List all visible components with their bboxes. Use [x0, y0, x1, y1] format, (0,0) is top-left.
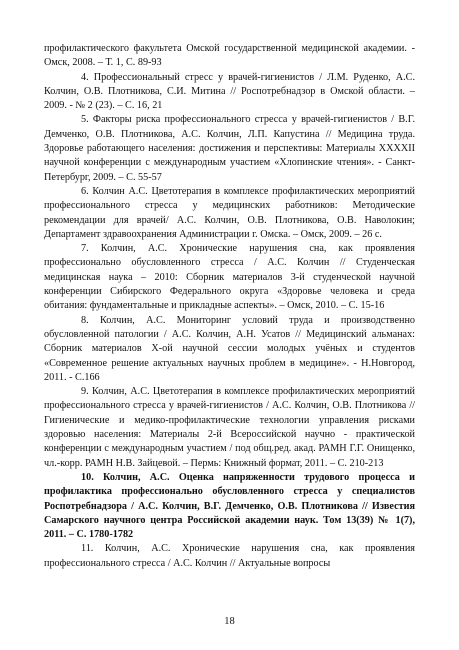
reference-item-6: 6. Колчин А.С. Цветотерапия в комплексе профилактических мероприятий профессионального стресса у медицинских работников: Методические рекомендации для врачей/ А.С. Колчин, О.В. Плотникова, О.В. Наволокин; Департамент здравоохранения Администрации г. Омска. – Омск, 2009. – 26 с.: [44, 185, 415, 240]
reference-list: [44, 42, 415, 571]
reference-item-11: 11. Колчин, А.С. Хронические нарушения сна, как проявления профессионального стресса / А.С. Колчин // Актуальные вопросы: [44, 543, 415, 569]
reference-item-8: 8. Колчин, А.С. Мониторинг условий труда и производственно обусловленной патологии / А.С. Колчин, А.Н. Усатов // Медицинский альманах: Сборник материалов Х-ой научной сессии молодых учёных и студентов «Современное решение актуальных научных проблем в медицине». - Н.Новгород, 2011. - С.166: [44, 314, 415, 383]
page-number: 18: [224, 616, 235, 627]
reference-item-5: 5. Факторы риска профессионального стресса у врачей-гигиенистов / В.Г. Демченко, О.В. Плотникова, А.С. Колчин, Л.П. Капустина // Медицина труда. Здоровье работающего населения: достижения и перспективы: Материалы XXXXII научной конференции с международным участием «Хлопинские чтения». - Санкт-Петербург, 2009. – С. 55-57: [44, 114, 415, 183]
reference-continuation: профилактического факультета Омской государственной медицинской академии. - Омск, 2008. – Т. 1, С. 89-93: [44, 43, 415, 69]
reference-item-9: 9. Колчин, А.С. Цветотерапия в комплексе профилактических мероприятий профессионального стресса у врачей-гигиенистов / А.С. Колчин, О.В. Плотникова // Гигиенические и медико-профилактические технологии управления рисками здоровью населения: Материалы 2-й Всероссийской научно - практической конференции с международным участием / под общ.ред. акад. РАМН Г.Г. Онищенко, чл.-корр. РАМН Н.В. Зайцевой. – Пермь: Книжный формат, 2011. – С. 210-213: [44, 386, 415, 469]
reference-item-7: 7. Колчин, А.С. Хронические нарушения сна, как проявления профессионально обусловленного стресса / А.С. Колчин // Студенческая медицинская наука – 2010: Сборник материалов 3-й студенческой научной конференции Сибирского Федерального округа «Здоровье человека и среда обитания: фундаментальные и прикладные аспекты». – Омск, 2010. – С. 15-16: [44, 243, 415, 312]
reference-item-4: 4. Профессиональный стресс у врачей-гигиенистов / Л.М. Руденко, А.С. Колчин, О.В. Плотникова, С.И. Митина // Роспотребнадзор в Омской области. – 2009. - № 2 (23). – С. 16, 21: [44, 71, 415, 112]
reference-item-10: 10. Колчин, А.С. Оценка напряженности трудового процесса и профилактика профессионально обусловленного стресса у специалистов Роспотребнадзора / А.С. Колчин, В.Г. Демченко, О.В. Плотникова // Известия Самарского научного центра Российской академии наук. Том 13(39) № 1(7), 2011. – С. 1780-1782: [44, 471, 415, 541]
